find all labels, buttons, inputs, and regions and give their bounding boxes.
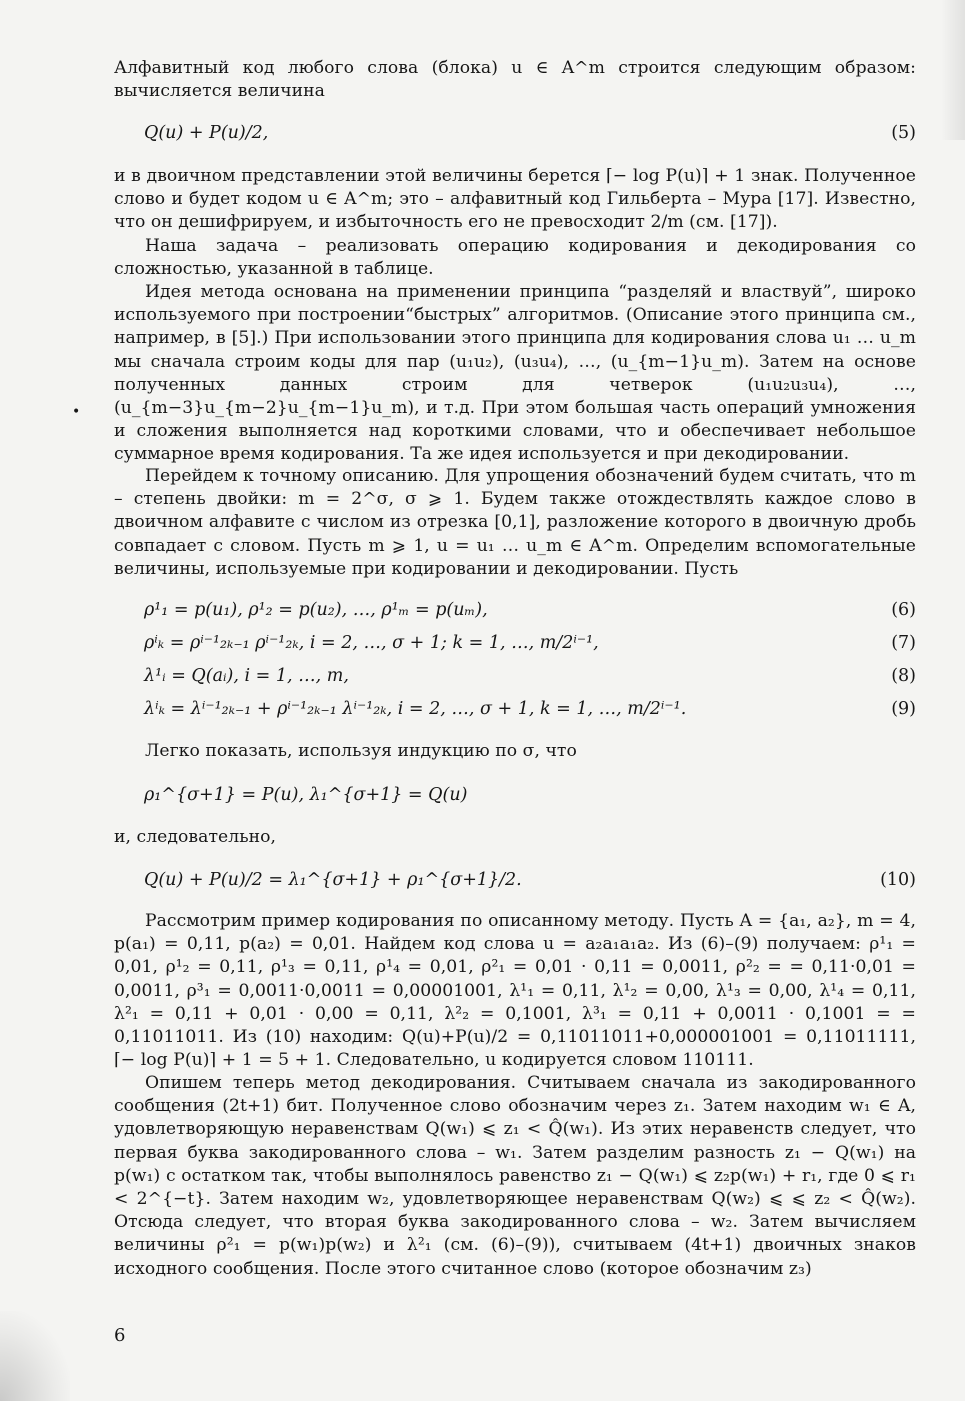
equation-8 (114, 663, 916, 689)
equation-9 (114, 696, 916, 722)
paragraph-text: Легко показать, используя индукцию по σ, что (145, 741, 577, 761)
equation-number: (10) (880, 870, 916, 890)
equation-expression: Q(u) + P(u)/2 = λ₁^{σ+1} + ρ₁^{σ+1}/2. (144, 870, 522, 890)
paragraph-text: Опишем теперь метод декодирования. Считываем сначала из закодированного сообщения (2t+1) бит. Полученное слово обозначим через z₁. Затем находим w₁ ∈ A, удовлетворяющую неравенствам Q(w₁) ⩽ z₁ < Q̂(w₁). Из этих неравенств следует, что первая буква закодированного слова – w₁. Затем разделим разность z₁ − Q(w₁) на p(w₁) с остатком так, чтобы выполнялось равенство z₁ − Q(w₁) ⩽ z₂p(w₁) + r₁, где 0 ⩽ r₁ < 2^{−t}. Затем находим w₂, удовлетворяющее неравенствам Q(w₂) ⩽ ⩽ z₂ < Q̂(w₂). Отсюда следует, что вторая буква закодированного слова – w₂. Затем вычисляем величины ρ²₁ = p(w₁)p(w₂) и λ²₁ (см. (6)–(9)), считываем (4t+1) двоичных знаков исходного сообщения. После этого считанное слово (которое обозначим z₃) (114, 1073, 916, 1279)
equation-6 (114, 597, 916, 623)
paragraph-text: Перейдем к точному описанию. Для упрощения обозначений будем считать, что m – степень двойки: m = 2^σ, σ ⩾ 1. Будем также отождествлять каждое слово в двоичном алфавите с числом из отрезка [0,1], разложение которого в двоичную дробь совпадает с словом. Пусть m ⩾ 1, u = u₁ … u_m ∈ A^m. Определим вспомогательные величины, используемые при кодировании и декодировании. Пусть (114, 466, 916, 579)
equation-5 (114, 120, 916, 146)
paragraph-text: и, следовательно, (114, 827, 277, 847)
equation-expression: ρ¹₁ = p(u₁), ρ¹₂ = p(u₂), …, ρ¹ₘ = p(uₘ), (144, 600, 488, 620)
equation-expression: ρⁱₖ = ρⁱ⁻¹₂ₖ₋₁ ρⁱ⁻¹₂ₖ, i = 2, …, σ + 1; k = 1, …, m/2ⁱ⁻¹, (144, 633, 599, 653)
equation-expression: Q(u) + P(u)/2, (144, 123, 269, 143)
equation-expression: ρ₁^{σ+1} = P(u), λ₁^{σ+1} = Q(u) (144, 785, 468, 805)
paragraph-text: Рассмотрим пример кодирования по описанному методу. Пусть A = {a₁, a₂}, m = 4, p(a₁) = 0,11, p(a₂) = 0,01. Найдем код слова u = a₂a₁a₁a₂. Из (6)–(9) получаем: ρ¹₁ = 0,01, ρ¹₂ = 0,11, ρ¹₃ = 0,11, ρ¹₄ = 0,01, ρ²₁ = 0,01 · 0,11 = 0,0011, ρ²₂ = = 0,11·0,01 = 0,0011, ρ³₁ = 0,0011·0,0011 = 0,00001001, λ¹₁ = 0,11, λ¹₂ = 0,00, λ¹₃ = 0,00, λ¹₄ = 0,11, λ²₁ = 0,11 + 0,01 · 0,00 = 0,11, λ²₂ = 0,1001, λ³₁ = 0,11 + 0,0011 · 0,1001 = = 0,11011011. Из (10) находим: Q(u)+P(u)/2 = 0,11011011+0,000001001 = 0,11011111, ⌈− log P(u)⌉ + 1 = 5 + 1. Следовательно, u кодируется словом 110111. (114, 911, 916, 1071)
equation-expression: λ¹ᵢ = Q(aᵢ), i = 1, …, m, (144, 666, 349, 686)
paragraph-6 (114, 740, 916, 763)
equation-number: (6) (891, 600, 916, 620)
paragraph-2 (114, 165, 916, 235)
equation-7 (114, 630, 916, 656)
paragraph-4 (114, 281, 916, 467)
paragraph-3 (114, 235, 916, 281)
equation-number: (8) (891, 666, 916, 686)
paragraph-text: Идея метода основана на применении принципа “разделяй и властвуй”, широко используемого при построении“быстрых” алгоритмов. (Описание этого принципа см., например, в [5].) При использовании этого принципа для кодирования слова u₁ … u_m мы сначала строим коды для пар (u₁u₂), (u₃u₄), …, (u_{m−1}u_m). Затем на основе полученных данных строим для четверок (u₁u₂u₃u₄), …, (u_{m−3}u_{m−2}u_{m−1}u_m), и т.д. При этом большая часть операций умножения и сложения выполняется над короткими словами, что и обеспечивает небольшое суммарное время кодирования. Та же идея используется и при декодировании. (114, 282, 916, 465)
page-number: 6 (114, 1325, 126, 1346)
equation-number: (5) (891, 123, 916, 143)
margin-mark: • (72, 404, 81, 420)
paragraph-8 (114, 910, 916, 1072)
paragraph-9 (114, 1072, 916, 1281)
scan-corner-smudge (0, 1311, 70, 1401)
equation-number: (9) (891, 699, 916, 719)
paragraph-7 (114, 826, 916, 849)
equation-unnumbered (114, 782, 916, 808)
paragraph-5 (114, 465, 916, 581)
equation-number: (7) (891, 633, 916, 653)
paragraph-text: Алфавитный код любого слова (блока) u ∈ A^m строится следующим образом: вычисляется величина (114, 58, 916, 102)
paragraph-text: и в двоичном представлении этой величины берется ⌈− log P(u)⌉ + 1 знак. Полученное слово и будет кодом u ∈ A^m; это – алфавитный код Гильберта – Мура [17]. Известно, что он дешифрируем, и избыточность его не превосходит 2/m (см. [17]). (114, 166, 916, 233)
paragraph-text: Наша задача – реализовать операцию кодирования и декодирования со сложностью, указанной в таблице. (114, 236, 916, 280)
paragraph-1 (114, 57, 916, 103)
equation-expression: λⁱₖ = λⁱ⁻¹₂ₖ₋₁ + ρⁱ⁻¹₂ₖ₋₁ λⁱ⁻¹₂ₖ, i = 2, …, σ + 1, k = 1, …, m/2ⁱ⁻¹. (144, 699, 687, 719)
equation-10 (114, 867, 916, 893)
scan-edge-shadow (941, 0, 965, 140)
